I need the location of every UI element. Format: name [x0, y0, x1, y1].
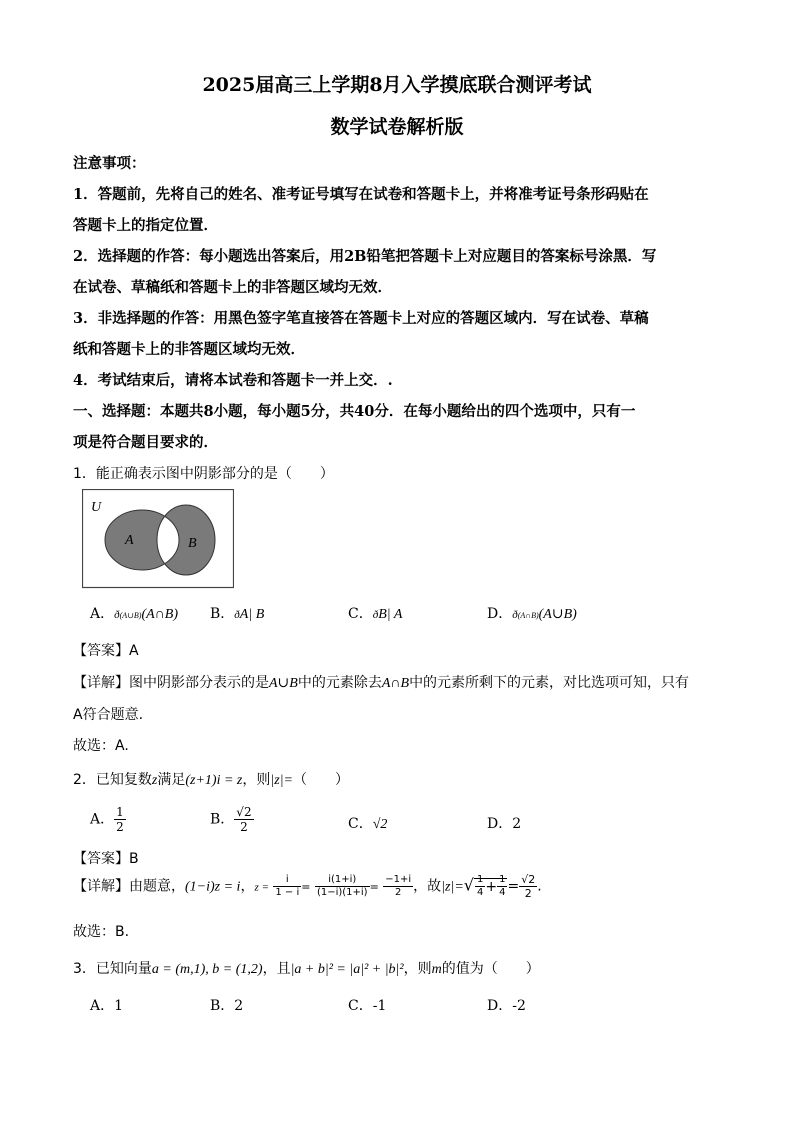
q3-option-c: C．-1: [348, 998, 387, 1014]
q2-option-a: A． $\frac{1}{2}$: [90, 805, 124, 834]
q3-option-b: B．2: [210, 998, 244, 1014]
q2-option-b: B． $\frac{√2}{2}$: [210, 805, 252, 834]
note-3a: 3．非选择题的作答：用黑色签字笔直接答在答题卡上对应的答题区域内．写在试卷、草稿: [73, 310, 649, 327]
set-b-label: B: [188, 536, 197, 551]
q2-stem: 2．已知复数z满足(z+1)i = z，则|z|=（ ）: [73, 772, 349, 788]
q1-detail-cont: A符合题意.: [73, 707, 144, 723]
exam-subtitle: 数学试卷解析版: [330, 116, 464, 138]
notes-heading: 注意事项：: [73, 155, 146, 172]
q1-stem: 1．能正确表示图中阴影部分的是（ ）: [73, 466, 334, 482]
q1-option-d: D．ð(A∩B)(A∪B): [487, 606, 577, 622]
note-2b: 在试卷、草稿纸和答题卡上的非答题区域均无效．: [73, 279, 392, 296]
note-1a: 1．答题前，先将自己的姓名、准考证号填写在试卷和答题卡上，并将准考证号条形码贴在: [73, 186, 649, 203]
q2-choice: 故选：B.: [73, 924, 130, 940]
q2-option-d: D．2: [487, 816, 522, 832]
universe-label: U: [91, 500, 102, 515]
note-4: 4．考试结束后，请将本试卷和答题卡一并上交．.: [73, 372, 393, 389]
q1-option-c: C．ðB| A: [348, 606, 403, 622]
q1-detail: 【详解】图中阴影部分表示的是A∪B中的元素除去A∩B中的元素所剩下的元素，对比选项可知，只有: [73, 675, 690, 691]
q3-option-a: A．1: [90, 998, 124, 1014]
section-heading-b: 项是符合题目要求的．: [73, 434, 218, 451]
note-1b: 答题卡上的指定位置．: [73, 217, 218, 234]
q3-stem: 3．已知向量a = (m,1), b = (1,2)，且|a + b|² = |a|² + |b|²，则m的值为（ ）: [73, 961, 540, 977]
q2-option-c: C．√2: [348, 816, 388, 832]
q3-option-d: D．-2: [487, 998, 526, 1014]
venn-diagram: [82, 489, 234, 589]
set-a-label: A: [125, 533, 134, 548]
exam-title: 2025届高三上学期8月入学摸底联合测评考试: [202, 74, 592, 96]
q2-answer: 【答案】B: [73, 851, 139, 867]
note-3b: 纸和答题卡上的非答题区域均无效．: [73, 341, 305, 358]
q1-choice: 故选：A.: [73, 738, 129, 754]
q1-option-a: A．ð(A∪B)(A∩B): [90, 606, 178, 622]
q2-detail: 【详解】由题意，(1−i)z = i，z = $\frac{i}{1 - i}$ = $\frac{i(1+i)}{(1-i)(1+i)}$ = $\frac{-1+i}{2}$ ，故|z|=√ $\frac{1}{4}$ + $\frac{1}{4}$ = $\frac{√2}{2}$ .: [73, 873, 542, 900]
q1-option-b: B．ðA| B: [210, 606, 265, 622]
note-2a: 2．选择题的作答：每小题选出答案后，用2B铅笔把答题卡上对应题目的答案标号涂黑．写: [73, 248, 657, 265]
section-heading-a: 一、选择题：本题共8小题，每小题5分，共40分．在每小题给出的四个选项中，只有一: [73, 403, 636, 420]
q1-answer: 【答案】A: [73, 643, 139, 659]
